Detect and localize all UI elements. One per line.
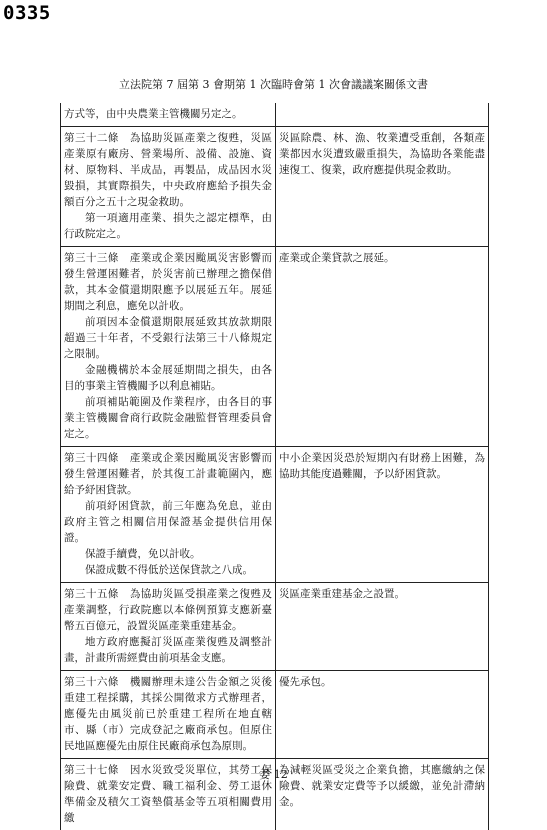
article-paragraph: 前項因本金償還期限展延致其放款期限超過三十年者，不受銀行法第三十八條規定之限制。 (64, 314, 272, 362)
article-paragraph: 第三十六條 機關辦理未達公告金額之災後重建工程採購，其採公開徵求方式辦理者，應優先由風災前已於重建工程所在地直轄市、縣（市）完成登記之廠商承包。但原住民地區應優先由原住民廠商承包為原則。 (64, 674, 272, 754)
article-text-cell (61, 247, 276, 447)
explanation-paragraph: 災區除農、林、漁、牧業遭受重創，各類產業都因水災遭致嚴重損失，為協助各業能盡速復工、復業，政府應提供現金救助。 (279, 130, 485, 178)
explanation-cell (276, 447, 489, 583)
article-paragraph: 金融機構於本金展延期間之損失，由各目的事業主管機關予以利息補貼。 (64, 362, 272, 394)
article-paragraph: 方式等，由中央農業主管機關另定之。 (64, 106, 272, 122)
table-row (61, 127, 489, 247)
page-number: 0335 (3, 2, 51, 24)
article-paragraph: 前項補貼範圍及作業程序，由各目的事業主管機關會商行政院金融監督管理委員會定之。 (64, 394, 272, 442)
article-text-cell (61, 583, 276, 671)
explanation-paragraph: 中小企業因災恐於短期內有財務上困難，為協助其能度過難關，予以紓困貸款。 (279, 450, 485, 482)
article-paragraph: 第三十五條 為協助災區受損產業之復甦及產業調整，行政院應以本條例預算支應新臺幣五百億元，設置災區產業重建基金。 (64, 586, 272, 634)
explanation-paragraph: 為減輕災區受災之企業負擔，其應繳納之保險費、就業安定費等予以緩繳，並免計滯納金。 (279, 762, 485, 810)
article-text-cell (61, 447, 276, 583)
article-paragraph: 第一項適用產業、損失之認定標準，由行政院定之。 (64, 210, 272, 242)
explanation-paragraph: 產業或企業貸款之展延。 (279, 250, 485, 266)
article-text-cell (61, 127, 276, 247)
explanation-paragraph: 災區產業重建基金之設置。 (279, 586, 485, 602)
article-text-cell (61, 103, 276, 127)
article-paragraph: 第三十七條 因水災致受災單位，其勞工保險費、就業安定費、職工福利金、勞工退休準備金及積欠工資墊償基金等五項相關費用繳 (64, 762, 272, 826)
table-row (61, 583, 489, 671)
page-footer: 委 12 (0, 766, 547, 782)
article-paragraph: 地方政府應擬訂災區產業復甦及調整計畫，計畫所需經費由前項基金支應。 (64, 634, 272, 666)
article-paragraph: 保證手續費，免以計收。 (64, 546, 272, 562)
bill-table (60, 103, 489, 830)
table-row (61, 103, 489, 127)
table-row (61, 247, 489, 447)
explanation-cell (276, 247, 489, 447)
explanation-cell (276, 127, 489, 247)
explanation-cell (276, 583, 489, 671)
article-paragraph: 第三十二條 為協助災區產業之復甦，災區產業原有廠房、營業場所、設備、設施、資材、原物料、半成品，再製品，成品因水災毀損，其實際損失，中央政府應給予損失金額百分之五十之現金救助。 (64, 130, 272, 210)
article-paragraph: 前項紓困貸款，前三年應為免息，並由政府主管之相關信用保證基金提供信用保證。 (64, 498, 272, 546)
article-paragraph: 第三十三條 產業或企業因颱風災害影響而發生營運困難者，於災害前已辦理之擔保借款，其本金償還期限應予以展延五年。展延期間之利息，應免以計收。 (64, 250, 272, 314)
document-header: 立法院第 7 屆第 3 會期第 1 次臨時會第 1 次會議議案關係文書 (0, 76, 547, 92)
table-row (61, 671, 489, 759)
article-paragraph: 第三十四條 產業或企業因颱風災害影響而發生營運困難者，於其復工計畫範圍內，應給予紓困貸款。 (64, 450, 272, 498)
explanation-cell (276, 103, 489, 127)
explanation-paragraph: 優先承包。 (279, 674, 485, 690)
table-row (61, 447, 489, 583)
article-paragraph: 保證成數不得低於送保貸款之八成。 (64, 562, 272, 578)
explanation-cell (276, 671, 489, 759)
article-text-cell (61, 671, 276, 759)
